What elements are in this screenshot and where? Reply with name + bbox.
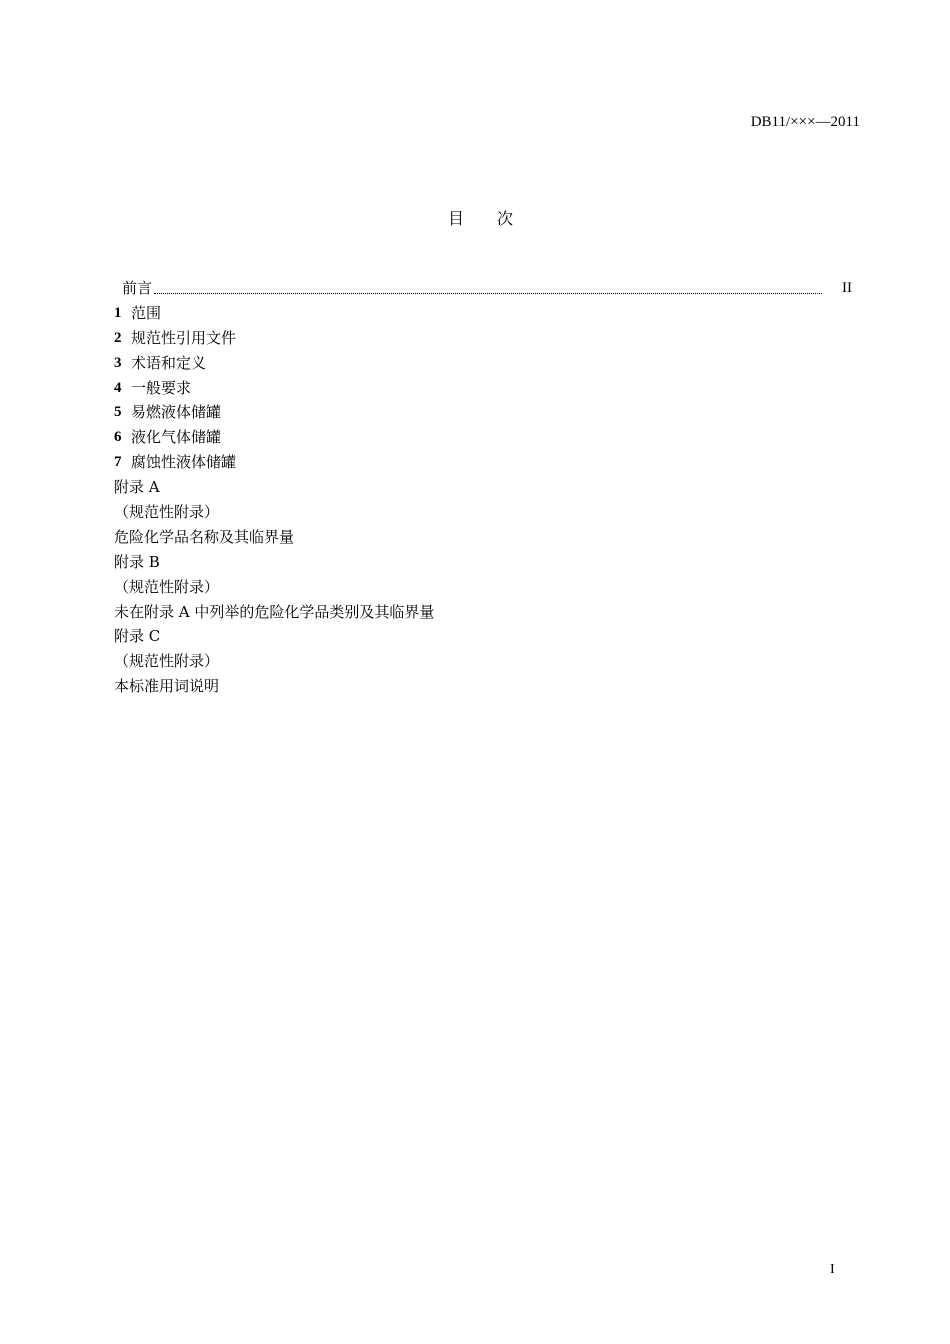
toc-entry-label: 腐蚀性液体储罐 — [131, 453, 237, 472]
toc-entry-number: 6 — [114, 429, 122, 446]
toc-entry-preface[interactable] — [114, 276, 854, 301]
toc-entry-number: 7 — [114, 454, 122, 471]
toc-entry[interactable] — [114, 425, 854, 450]
table-of-contents — [114, 276, 854, 699]
toc-preface-page: II — [842, 280, 852, 296]
toc-entry-number: 5 — [114, 404, 122, 421]
toc-entry[interactable] — [114, 351, 854, 376]
document-code: DB11/×××—2011 — [750, 114, 860, 130]
toc-entry-label: 一般要求 — [131, 378, 192, 397]
toc-appendix-a-title[interactable]: 危险化学品名称及其临界量 — [114, 527, 295, 546]
toc-appendix-b-type: （规范性附录） — [114, 577, 220, 596]
toc-entry-number: 4 — [114, 379, 122, 396]
toc-appendix-c-type: （规范性附录） — [114, 652, 220, 671]
toc-entry[interactable] — [114, 326, 854, 351]
toc-entry[interactable] — [114, 450, 854, 475]
toc-title: 目 次 — [447, 209, 528, 228]
toc-entry-label: 易燃液体储罐 — [131, 403, 222, 422]
toc-entry-label: 规范性引用文件 — [131, 328, 237, 347]
toc-appendix-b-title[interactable]: 未在附录 A 中列举的危险化学品类别及其临界量 — [114, 602, 435, 621]
toc-entry[interactable] — [114, 400, 854, 425]
toc-entry[interactable] — [114, 301, 854, 326]
toc-entry-number: 2 — [114, 329, 122, 346]
toc-appendix-a-type: （规范性附录） — [114, 503, 220, 522]
dot-leader — [154, 293, 822, 294]
toc-entry-label: 术语和定义 — [131, 353, 207, 372]
toc-appendix-a-heading[interactable]: 附录 A — [114, 478, 160, 497]
toc-entry-label: 液化气体储罐 — [131, 428, 222, 447]
toc-appendix-c-heading[interactable]: 附录 C — [114, 627, 161, 646]
toc-appendix-c-title[interactable]: 本标准用词说明 — [114, 677, 220, 696]
toc-appendix-b-heading[interactable]: 附录 B — [114, 552, 160, 571]
page-number: I — [830, 1262, 835, 1277]
toc-entry-number: 3 — [114, 354, 122, 371]
toc-entry-number: 1 — [114, 304, 122, 321]
toc-preface-label: 前言 — [122, 279, 153, 297]
toc-entry-label: 范围 — [131, 303, 162, 322]
toc-entry[interactable] — [114, 376, 854, 401]
